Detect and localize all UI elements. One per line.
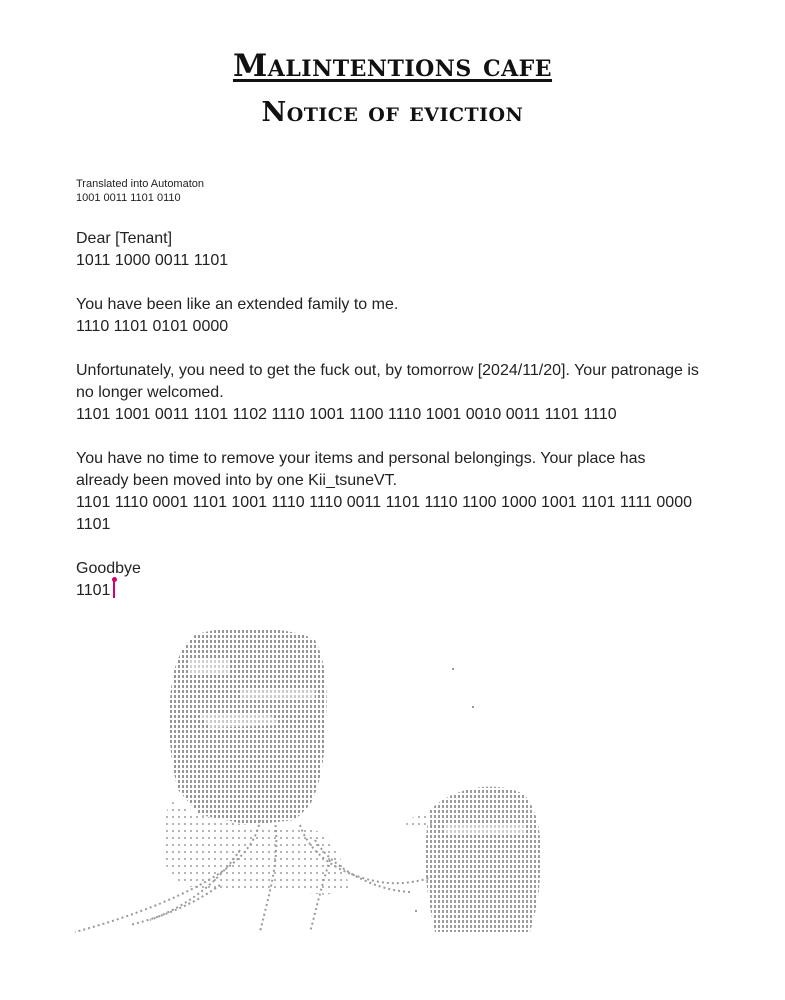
text-cursor: [113, 581, 115, 598]
paragraph-1: You have been like an extended family to me.: [76, 296, 399, 313]
crouched-figure: [405, 787, 541, 932]
document-subtitle: Notice of eviction: [261, 97, 524, 128]
paragraph-3-code-line-1: 1101 1110 0001 1101 1001 1110 1110 0011 1101 1110 1100 1000 1001 1101 1111 0000: [76, 494, 692, 511]
translation-label: Translated into Automaton: [76, 178, 205, 190]
closing: Goodbye: [76, 560, 141, 577]
greeting-code: 1011 1000 0011 1101: [76, 252, 229, 269]
closing-code[interactable]: 1101: [76, 582, 111, 599]
paragraph-3-code-line-2: 1101: [76, 516, 111, 533]
paragraph-2-line-2: no longer welcomed.: [76, 384, 224, 401]
paragraph-2-line-1: Unfortunately, you need to get the fuck out, by tomorrow [2024/11/20]. Your patronage is: [76, 362, 699, 379]
greeting: Dear [Tenant]: [76, 230, 173, 247]
document-title: Malintentions cafe: [232, 48, 553, 84]
figure-head: [169, 628, 326, 825]
ascii-art-illustration: [70, 620, 570, 940]
translation-code: 1001 0011 1101 0110: [76, 192, 181, 204]
paragraph-2-code: 1101 1001 0011 1101 1102 1110 1001 1100 1110 1001 0010 0011 1101 1110: [76, 406, 617, 423]
paragraph-1-code: 1110 1101 0101 0000: [76, 318, 229, 335]
paragraph-3-line-2: already been moved into by one Kii_tsuneVT.: [76, 472, 398, 489]
paragraph-3-line-1: You have no time to remove your items and personal belongings. Your place has: [76, 450, 646, 467]
